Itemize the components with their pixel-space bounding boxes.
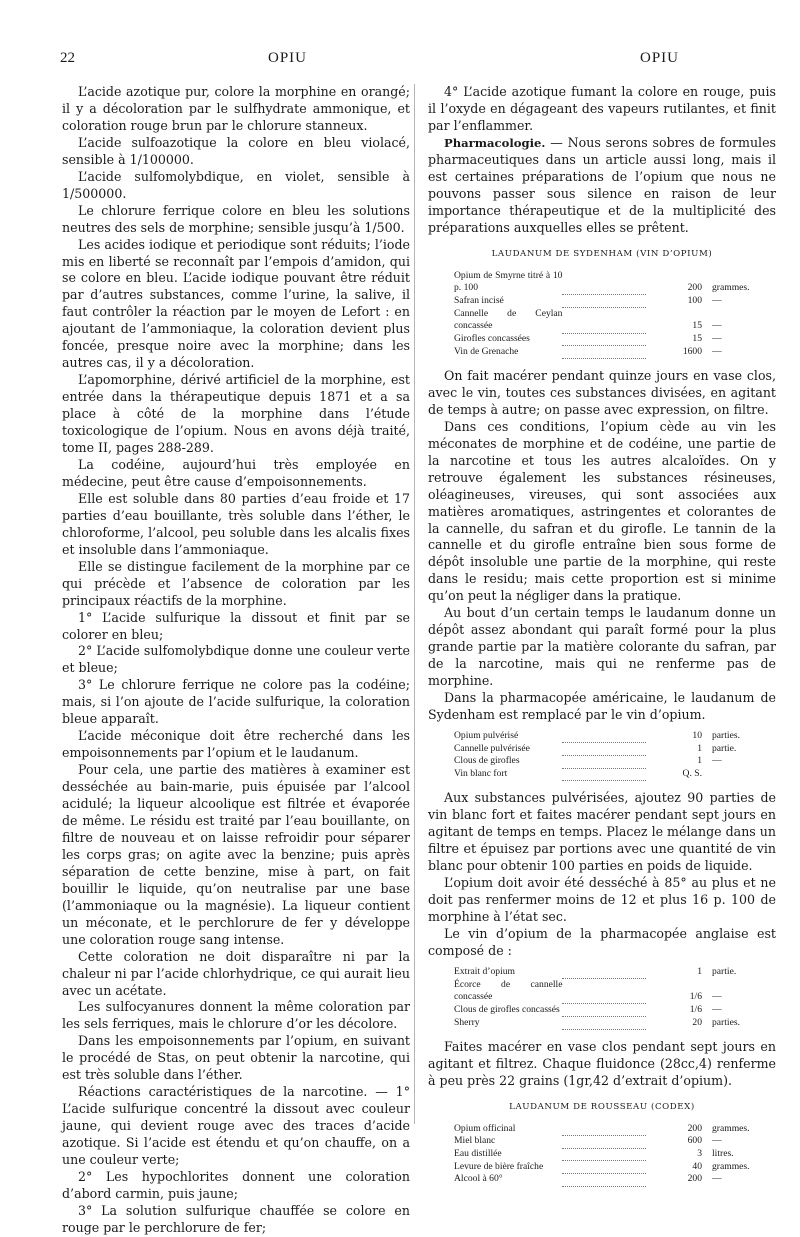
- quantity: 20: [692, 1016, 702, 1028]
- section-heading: Pharmacologie.: [444, 135, 546, 150]
- unit: —: [712, 1135, 722, 1147]
- unit: —: [712, 755, 722, 767]
- quantity: 200: [687, 282, 702, 294]
- unit: —: [712, 294, 722, 306]
- paragraph: Pour cela, une partie des matières à examiner est desséchée au bain-marie, puis épuisée par l’alcool acidulé; la liqueur alcoolique est filtrée et évaporée de même. Le résidu est traité par l’eau bouillante, on filtre de nouveau et on laisse refroidir pour séparer les corps gras; on agite avec la benzine; puis après séparation de cette benzine, mise à part, on fait bouillir le liquide, qu’on neutralise par une base (l’ammoniaque ou la magnésie). La liqueur contient un méconate, et le perchlorure de fer y développe une coloration rouge sang intense.: [62, 762, 410, 947]
- recipe-row: [428, 270, 776, 295]
- left-column: [62, 84, 410, 1237]
- recipe-title: LAUDANUM DE ROUSSEAU (CODEX): [509, 1101, 695, 1112]
- recipe-row: [428, 1161, 776, 1174]
- recipe-row: [428, 1135, 776, 1148]
- paragraph: L’acide méconique doit être recherché dans les empoisonnements par l’opium et le laudanum.: [62, 728, 410, 761]
- quantity: 40: [692, 1160, 702, 1172]
- column-divider: [414, 84, 415, 1124]
- quantity: Q. S.: [682, 768, 702, 780]
- paragraph: Les sulfocyanures donnent la même coloration par les sels ferriques, mais le chlorure d’or les décolore.: [62, 999, 410, 1032]
- paragraph: 3° Le chlorure ferrique ne colore pas la codéine; mais, si l’on ajoute de l’acide sulfurique, la coloration bleue apparaît.: [62, 677, 410, 727]
- recipe-table: [428, 730, 776, 781]
- paragraph: Dans ces conditions, l’opium cède au vin les méconates de morphine et de codéine, une partie de la narcotine et tous les autres alcaloïdes. On y retrouve également les substances résineuses, oléagineuses, vireuses, qui sont associées aux matières aromatiques, astringentes et colorantes de la cannelle, du safran et du girofle. Le tannin de la cannelle et du girofle entraîne bien sous forme de dépôt insoluble une partie de la morphine, qui reste dans le residu; mais cette proportion est si minime qu’on peut la négliger dans la pratique.: [428, 418, 776, 604]
- ingredient: Alcool à 60°: [454, 1173, 503, 1185]
- unit: [704, 768, 776, 781]
- recipe-row: [428, 768, 776, 781]
- running-title-right: OPIU: [640, 50, 680, 66]
- paragraph: Cette coloration ne doit disparaître ni par la chaleur ni par l’acide chlorhydrique, ce qui aurait lieu avec un acétate.: [62, 948, 410, 998]
- page-number: 22: [60, 50, 75, 66]
- ingredient: Extrait d’opium: [454, 965, 516, 977]
- unit: —: [712, 333, 722, 345]
- paragraph: 4° L’acide azotique fumant la colore en rouge, puis il l’oxyde en dégageant des vapeurs rutilantes, et finit par l’enflammer.: [428, 84, 776, 133]
- paragraph: On fait macérer pendant quinze jours en vase clos, avec le vin, toutes ces substances divisées, en agitant de temps à autre; on passe avec expression, on filtre.: [428, 367, 776, 417]
- unit: parties.: [712, 729, 740, 741]
- ingredient: Cannelle de Ceylan concassée: [454, 307, 563, 332]
- ingredient: Safran incisé: [454, 294, 504, 306]
- ingredient: Opium de Smyrne titré à 10 p. 100: [454, 269, 563, 294]
- paragraph: 2° L’acide sulfomolybdique donne une couleur verte et bleue;: [62, 643, 410, 676]
- recipe-row: [428, 1004, 776, 1017]
- unit: partie.: [712, 965, 737, 977]
- paragraph: Le vin d’opium de la pharmacopée anglaise est composé de :: [428, 925, 776, 958]
- paragraph: Le chlorure ferrique colore en bleu les solutions neutres des sels de morphine; sensible jusqu’à 1/500.: [62, 202, 410, 235]
- recipe-row: [428, 966, 776, 979]
- ingredient: Opium officinal: [454, 1122, 516, 1134]
- paragraph: 2° Les hypochlorites donnent une coloration d’abord carmin, puis jaune;: [62, 1169, 410, 1201]
- pharmacologie-paragraph: [428, 135, 776, 237]
- quantity: 3: [697, 1148, 702, 1160]
- unit: grammes.: [712, 1122, 750, 1134]
- running-title-left: OPIU: [268, 50, 308, 66]
- paragraph: Au bout d’un certain temps le laudanum donne un dépôt assez abondant qui paraît formé pour la plus grande partie par la matière colorante du safran, par de la narcotine, mais qui ne renferme pas de morphine.: [428, 605, 776, 689]
- quantity: 1/6: [689, 991, 702, 1003]
- recipe-row: [428, 1173, 776, 1186]
- unit: parties.: [712, 1016, 740, 1028]
- ingredient: Clous de girofles concassés: [454, 1003, 560, 1015]
- ingredient: Cannelle pulvérisée: [454, 742, 530, 754]
- paragraph: L’acide sulfomolybdique, en violet, sensible à 1/500000.: [62, 168, 410, 201]
- ingredient: Eau distillée: [454, 1148, 502, 1160]
- ingredient: Opium pulvérisé: [454, 729, 519, 741]
- ingredient: Sherry: [454, 1016, 480, 1028]
- ingredient: Écorce de cannelle concassée: [454, 978, 563, 1003]
- quantity: 10: [692, 729, 702, 741]
- recipe-row: [428, 346, 776, 359]
- quantity: 1600: [682, 345, 702, 357]
- paragraph: Réactions caractéristiques de la narcotine. — 1° L’acide sulfurique concentré la dissout avec couleur jaune, qui devient rouge avec des traces d’acide azotique. Si l’acide est étendu et qu’on chauffe, on a une couleur verte;: [62, 1084, 410, 1168]
- unit: —: [712, 345, 722, 357]
- quantity: 15: [692, 320, 702, 332]
- quantity: 1: [697, 965, 702, 977]
- paragraph: 1° L’acide sulfurique la dissout et finit par se colorer en bleu;: [62, 609, 410, 642]
- recipe-row: [428, 755, 776, 768]
- paragraph: Les acides iodique et periodique sont réduits; l’iode mis en liberté se reconnaît par l’empois d’amidon, qui se colore en bleu. L’acide iodique pouvant être réduit par d’autres substances, comme l’urine, la salive, il faut contrôler la réaction par le moyen de Lefort : en ajoutant de l’ammoniaque, la coloration devient plus foncée, presque noire avec la morphine; dans les autres cas, il y a décoloration.: [62, 236, 410, 371]
- paragraph: L’apomorphine, dérivé artificiel de la morphine, est entrée dans la thérapeutique depuis 1871 et a sa place à côté de la morphine dans l’étude toxicologique de l’opium. Nous en avons déjà traité, tome II, pages 288-289.: [62, 372, 410, 456]
- paragraph: 3° La solution sulfurique chauffée se colore en rouge par le perchlorure de fer;: [62, 1202, 410, 1235]
- right-column: [428, 84, 776, 1196]
- quantity: 1: [697, 755, 702, 767]
- ingredient: Clous de girofles: [454, 755, 520, 767]
- ingredient: Vin blanc fort: [454, 768, 508, 780]
- unit: litres.: [712, 1148, 734, 1160]
- unit: —: [712, 991, 722, 1003]
- quantity: 100: [687, 294, 702, 306]
- unit: grammes.: [712, 282, 750, 294]
- recipe-row: [428, 743, 776, 756]
- quantity: 200: [687, 1173, 702, 1185]
- paragraph: L’acide sulfoazotique la colore en bleu violacé, sensible à 1/100000.: [62, 134, 410, 167]
- paragraph: Dans la pharmacopée américaine, le laudanum de Sydenham est remplacé par le vin d’opium.: [428, 690, 776, 723]
- recipe-row: [428, 979, 776, 1004]
- paragraph: L’opium doit avoir été desséché à 85° au plus et ne doit pas renfermer moins de 12 et plus 16 p. 100 de morphine à l’état sec.: [428, 875, 776, 924]
- paragraph: Aux substances pulvérisées, ajoutez 90 parties de vin blanc fort et faites macérer pendant sept jours en agitant de temps en temps. Placez le mélange dans un filtre et épuisez par portions avec une quantité de vin blanc pour obtenir 100 parties en poids de liquide.: [428, 790, 776, 874]
- recipe-row: [428, 295, 776, 308]
- paragraph: Elle se distingue facilement de la morphine par ce qui précède et l’absence de coloration par les principaux réactifs de la morphine.: [62, 558, 410, 608]
- recipe-title: LAUDANUM DE SYDENHAM (VIN D’OPIUM): [491, 248, 713, 259]
- quantity: 600: [687, 1135, 702, 1147]
- quantity: 1/6: [689, 1003, 702, 1015]
- ingredient: Levure de bière fraîche: [454, 1160, 544, 1172]
- running-head: [50, 50, 770, 70]
- paragraph: Dans les empoisonnements par l’opium, en suivant le procédé de Stas, on peut obtenir la narcotine, qui est très soluble dans l’éther.: [62, 1033, 410, 1083]
- quantity: 200: [687, 1122, 702, 1134]
- ingredient: Girofles concassées: [454, 333, 530, 345]
- recipe-row: [428, 1017, 776, 1030]
- section-text: — Nous serons sobres de formules pharmaceutiques dans un article aussi long, mais il est certaines préparations de l’opium que nous ne pouvons passer sous silence en raison de leur importance thérapeutique et de la multiplicité des préparations auxquelles elles se prêtent.: [428, 134, 776, 235]
- recipe-row: [428, 730, 776, 743]
- paragraph: L’acide azotique pur, colore la morphine en orangé; il y a décoloration par le sulfhydrate ammonique, et coloration rouge brun par le chlorure stanneux.: [62, 84, 410, 133]
- unit: partie.: [712, 742, 737, 754]
- recipe-row: [428, 1123, 776, 1136]
- unit: —: [712, 320, 722, 332]
- ingredient: Vin de Grenache: [454, 345, 519, 357]
- recipe-row: [428, 1148, 776, 1161]
- quantity: 1: [697, 742, 702, 754]
- unit: —: [712, 1173, 722, 1185]
- recipe-row: [428, 333, 776, 346]
- quantity: 15: [692, 333, 702, 345]
- paragraph: Elle est soluble dans 80 parties d’eau froide et 17 parties d’eau bouillante, très soluble dans l’éther, le chloroforme, l’alcool, peu soluble dans les alcalis fixes et insoluble dans l’ammoniaque.: [62, 490, 410, 557]
- unit: grammes.: [712, 1160, 750, 1172]
- paragraph: La codéine, aujourd’hui très employée en médecine, peut être cause d’empoisonnements.: [62, 456, 410, 489]
- recipe-table: [428, 1123, 776, 1187]
- recipe-table: [428, 966, 776, 1030]
- paragraph: Faites macérer en vase clos pendant sept jours en agitant et filtrez. Chaque fluidonce (28cc,4) renferme à peu près 22 grains (1gr,42 d’extrait d’opium).: [428, 1038, 776, 1088]
- unit: —: [712, 1003, 722, 1015]
- ingredient: Miel blanc: [454, 1135, 496, 1147]
- recipe-table: [428, 270, 776, 359]
- recipe-row: [428, 308, 776, 333]
